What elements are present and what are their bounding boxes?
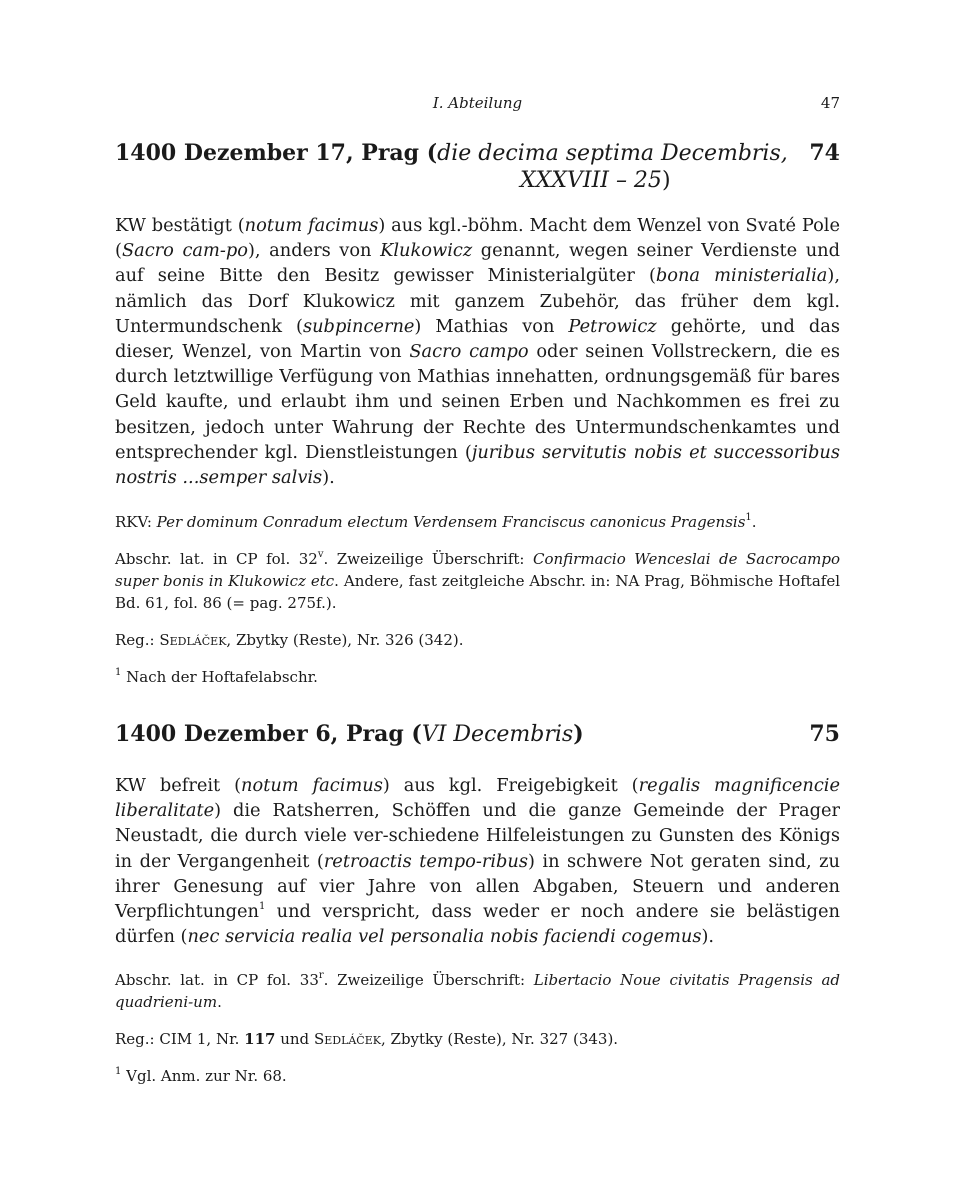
page-number: 47 bbox=[820, 94, 840, 112]
entry-number: 75 bbox=[809, 721, 840, 747]
entry-date-place: 1400 Dezember 6, Prag bbox=[115, 721, 404, 747]
copy-note: Abschr. lat. in CP fol. 33$^r$. Zweizeilige Überschrift: Libertacio Noue civitatis Pragensis ad quadrieni-um. bbox=[115, 970, 841, 1012]
entry-heading: 1400 Dezember 6, Prag (VI Decembris) 75 bbox=[115, 721, 840, 747]
footnote: $^1$ Vgl. Anm. zur Nr. 68. bbox=[115, 1066, 287, 1086]
entry-latin-date: die decima septima Decembris, bbox=[437, 141, 788, 166]
entry-date-place: 1400 Dezember 17, Prag bbox=[115, 140, 420, 166]
entry-heading: 1400 Dezember 17, Prag (die decima septima Decembris, XXXVIII – 25) 74 bbox=[115, 140, 840, 193]
entry-regest: KW befreit (notum facimus) aus kgl. Freigebigkeit (regalis magnificencie liberalitate) die Ratsherren, Schöffen und die ganze Gemeinde der Prager Neustadt, die durch viele ver-schiedene Hilfeleistungen zu Gunsten des Königs in der Vergangenheit (retroactis tempo-ribus) in schwere Not geraten sind, zu ihrer Genesung auf vier Jahre von allen Abgaben, Steuern und anderen Verpflichtungen$^1$ und verspricht, dass weder er noch andere sie belästigen dürfen (nec servicia realia vel personalia nobis faciendi cogemus). bbox=[115, 775, 840, 948]
footnote: $^1$ Nach der Hoftafelabschr. bbox=[115, 667, 318, 687]
section-title: I. Abteilung bbox=[432, 94, 523, 112]
entry-number: 74 bbox=[809, 140, 840, 166]
register-note: Reg.: Sedláček, Zbytky (Reste), Nr. 326 (342). bbox=[115, 631, 464, 650]
register-note: Reg.: CIM 1, Nr. 117 und Sedláček, Zbytky (Reste), Nr. 327 (343). bbox=[115, 1030, 619, 1049]
entry-75 bbox=[115, 721, 840, 1087]
copy-note: Abschr. lat. in CP fol. 32$^v$. Zweizeilige Überschrift: Confirmacio Wenceslai de Sacrocampo super bonis in Klukowicz etc. Andere, fast zeitgleiche Abschr. in: NA Prag, Böhmische Hoftafel Bd. 61, fol. 86 (= pag. 275f.). bbox=[115, 549, 841, 613]
rkv-note: RKV: Per dominum Conradum electum Verdensem Franciscus canonicus Pragensis$^1$. bbox=[115, 512, 757, 532]
entry-regest: KW bestätigt (notum facimus) aus kgl.-böhm. Macht dem Wenzel von Svaté Pole (Sacro cam-po), anders von Klukowicz genannt, wegen seiner Verdienste und auf seine Bitte den Besitz gewisser Ministerialgüter (bona ministerialia), nämlich das Dorf Klukowicz mit ganzem Zubehör, das früher dem kgl. Untermundschenk (subpincerne) Mathias von Petrowicz gehörte, und das dieser, Wenzel, von Martin von Sacro campo oder seinen Vollstreckern, die es durch letztwillige Verfügung von Mathias innehatten, ordnungsgemäß für bares Geld kaufte, und erlaubt ihm und seinen Erben und Nachkommen es frei zu besitzen, jedoch unter Wahrung der Rechte des Untermundschenkamtes und entsprechender kgl. Dienstleistungen (juribus servitutis nobis et successoribus nostris ...semper salvis). bbox=[115, 215, 840, 489]
entry-latin-date-cont: XXXVIII – 25) bbox=[520, 168, 671, 193]
entry-74 bbox=[115, 140, 840, 688]
running-header bbox=[115, 94, 840, 116]
entry-latin-date: VI Decembris bbox=[421, 722, 574, 747]
